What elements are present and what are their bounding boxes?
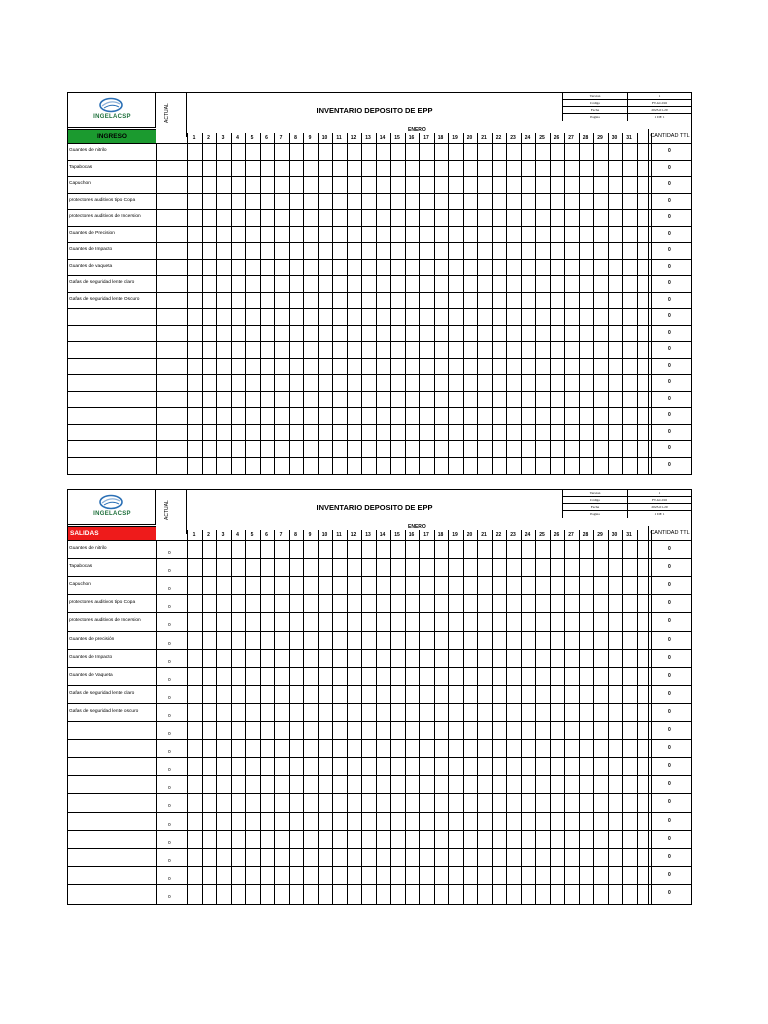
- grid-line: [593, 133, 594, 474]
- meta-key: Fecha: [563, 107, 628, 113]
- day-number: 9: [308, 135, 312, 141]
- grid-line: [579, 133, 580, 474]
- item-name: protectores auditivos de Incersion: [69, 214, 141, 219]
- grid-line: [347, 530, 348, 904]
- total-value: 0: [668, 817, 671, 824]
- day-number: 19: [452, 135, 458, 141]
- day-number: 20: [466, 532, 473, 538]
- item-name: Guantes de nitrilo: [69, 148, 107, 153]
- meta-value: 1: [658, 94, 661, 98]
- item-name: Guantes de Impacto: [69, 247, 113, 252]
- day-number: 20: [466, 135, 473, 141]
- day-number: 10: [321, 532, 328, 538]
- grid-line: [216, 133, 217, 474]
- actual-value: 0: [168, 659, 171, 665]
- total-value: 0: [668, 362, 671, 369]
- table-row: [68, 341, 691, 358]
- total-value: 0: [668, 346, 671, 352]
- day-number: 24: [524, 135, 531, 141]
- table-row: [68, 457, 691, 474]
- grid-line: [231, 133, 232, 474]
- actual-value: 0: [168, 876, 171, 882]
- item-name: Guantes de nitrilo: [69, 546, 107, 551]
- grid-line: [579, 530, 580, 904]
- logo-emblem-icon: [98, 494, 124, 510]
- total-value: 0: [668, 263, 671, 270]
- item-name: protectores auditivos tipo Copa: [69, 600, 136, 606]
- table-row: [68, 308, 691, 325]
- grid-line: [564, 530, 565, 904]
- item-name: protectores auditivos de Incersion: [69, 618, 141, 624]
- day-number: 6: [265, 532, 268, 538]
- grid-line: [419, 530, 420, 904]
- actual-value: 0: [168, 677, 171, 683]
- table-row: [68, 739, 691, 757]
- day-number: 28: [582, 135, 589, 141]
- grid-line: [637, 530, 638, 904]
- grid-line: [521, 133, 522, 474]
- grid-line: [156, 540, 157, 904]
- table-row: [68, 558, 691, 576]
- grid-line: [245, 133, 246, 474]
- grid-line: [274, 530, 275, 904]
- total-value: 0: [668, 461, 671, 468]
- grid-line: [318, 133, 319, 474]
- item-name: Guantes de Precision: [69, 230, 115, 236]
- total-value: 0: [668, 745, 671, 752]
- actual-value: 0: [168, 750, 171, 756]
- total-value: 0: [668, 853, 671, 860]
- grid-line: [651, 133, 652, 474]
- logo-text: INGELACSP: [93, 511, 131, 517]
- table-row: [68, 193, 691, 210]
- day-number: 16: [408, 532, 415, 538]
- grid-line: [390, 530, 391, 904]
- total-value: 0: [668, 445, 671, 451]
- table-row: [68, 848, 691, 866]
- day-number: 16: [408, 135, 415, 141]
- grid-line: [347, 133, 348, 474]
- grid-line: [289, 530, 290, 904]
- day-number: 15: [394, 532, 400, 538]
- table-row: [68, 424, 691, 441]
- grid-line: [390, 133, 391, 474]
- day-number: 2: [207, 135, 210, 141]
- meta-key: Código: [563, 100, 628, 106]
- month-label: ENERO: [408, 127, 426, 133]
- sheet-header: [68, 490, 691, 530]
- table-row: [68, 407, 691, 424]
- total-value: 0: [668, 280, 671, 286]
- grid-line: [216, 530, 217, 904]
- section-label-ingreso: INGRESO: [68, 129, 156, 143]
- grid-line: [448, 133, 449, 474]
- item-name: Guantes de Vaqueta: [69, 672, 113, 678]
- actual-value: 0: [168, 713, 171, 719]
- item-name: Gafas de seguridad lente oscuro: [69, 708, 139, 714]
- actual-value: 0: [168, 732, 171, 737]
- table-row: [68, 612, 691, 630]
- day-number: 3: [221, 135, 225, 141]
- actual-header: [156, 490, 187, 534]
- table-row: [68, 374, 691, 391]
- grid-line: [492, 530, 493, 904]
- table-row: [68, 160, 691, 177]
- day-number: 27: [568, 532, 574, 538]
- table-row: [68, 812, 691, 830]
- salidas-sheet: [67, 489, 692, 905]
- day-number: 7: [279, 532, 283, 538]
- day-number: 8: [294, 532, 297, 538]
- total-value: 0: [668, 636, 671, 643]
- meta-key: Fecha: [563, 504, 628, 510]
- grid-line: [506, 133, 507, 474]
- table-row: [68, 226, 691, 243]
- day-number: 29: [597, 532, 603, 538]
- grid-line: [405, 133, 406, 474]
- total-value: 0: [668, 428, 671, 435]
- table-row: [68, 391, 691, 408]
- actual-value: 0: [168, 822, 171, 828]
- grid-line: [405, 530, 406, 904]
- sheet-title: INVENTARIO DEPOSITO DE EPP: [316, 106, 433, 115]
- actual-label: ACTUAL: [164, 500, 170, 520]
- grid-line: [622, 530, 623, 904]
- grid-line: [535, 133, 536, 474]
- actual-value: 0: [168, 840, 171, 846]
- table-row: [68, 685, 691, 703]
- table-row: [68, 631, 691, 649]
- table-row: [68, 440, 691, 457]
- day-number: 22: [495, 532, 502, 538]
- day-number: 10: [321, 135, 328, 141]
- meta-value: 1 DE 1: [654, 115, 665, 119]
- table-row: [68, 866, 691, 884]
- day-number: 1: [192, 135, 196, 141]
- day-number: 17: [423, 135, 429, 141]
- day-number: 4: [236, 532, 239, 538]
- day-number: 11: [336, 135, 342, 141]
- grid-line: [608, 530, 609, 904]
- total-value: 0: [668, 197, 671, 204]
- table-row: [68, 358, 691, 375]
- actual-value: 0: [168, 894, 171, 900]
- grid-line: [564, 133, 565, 474]
- total-value: 0: [668, 871, 671, 878]
- grid-line: [477, 133, 478, 474]
- total-value: 0: [668, 618, 671, 625]
- day-number: 18: [437, 532, 444, 538]
- day-number: 12: [350, 532, 357, 538]
- grid-line: [593, 530, 594, 904]
- grid-line: [550, 133, 551, 474]
- grid-line: [318, 530, 319, 904]
- actual-value: 0: [168, 587, 171, 593]
- table-row: [68, 176, 691, 193]
- table-row: [68, 275, 691, 292]
- meta-key: Pagina: [563, 114, 628, 121]
- table-row: [68, 667, 691, 685]
- table-row: [68, 703, 691, 721]
- day-number: 25: [539, 532, 545, 538]
- table-row: [68, 721, 691, 739]
- grid-line: [477, 530, 478, 904]
- day-number: 19: [452, 532, 458, 538]
- day-number: 23: [510, 532, 516, 538]
- day-number: 29: [597, 135, 603, 141]
- table-row: [68, 594, 691, 612]
- day-number: 26: [553, 532, 560, 538]
- day-number: 3: [221, 532, 225, 538]
- meta-value: 2023-01-20: [651, 108, 668, 112]
- table-row: [68, 292, 691, 309]
- sheet-title: INVENTARIO DEPOSITO DE EPP: [316, 503, 433, 512]
- actual-value: 0: [168, 641, 171, 647]
- day-number: 24: [524, 532, 531, 538]
- item-name: Tapabocas: [69, 164, 93, 170]
- grid-line: [332, 530, 333, 904]
- total-value: 0: [668, 296, 671, 303]
- item-name: protectores auditivos tipo Copa: [69, 197, 136, 203]
- total-value: 0: [668, 546, 671, 552]
- meta-key: Pagina: [563, 511, 628, 518]
- table-row: [68, 576, 691, 594]
- grid-line: [535, 530, 536, 904]
- table-row: [68, 830, 691, 848]
- total-value: 0: [668, 654, 671, 661]
- table-row: [68, 242, 691, 259]
- day-number: 2: [207, 532, 210, 538]
- total-value: 0: [668, 379, 671, 385]
- actual-value: 0: [168, 605, 171, 611]
- grid-line: [622, 133, 623, 474]
- document-meta: [562, 490, 691, 518]
- grid-line: [303, 530, 304, 904]
- total-value: 0: [668, 395, 671, 402]
- actual-value: 0: [168, 551, 171, 556]
- total-value: 0: [668, 781, 671, 788]
- ingreso-sheet: [67, 92, 692, 475]
- table-row: [68, 143, 691, 160]
- day-number: 26: [553, 135, 560, 141]
- table-row: [68, 884, 691, 902]
- day-number: 11: [336, 532, 342, 538]
- actual-value: 0: [168, 786, 171, 792]
- table-row: [68, 757, 691, 775]
- grid-line: [648, 530, 649, 904]
- day-number: 14: [379, 532, 386, 538]
- day-number: 15: [394, 135, 400, 141]
- table-row: [68, 325, 691, 342]
- item-name: Guantes de vaqueta: [69, 263, 113, 269]
- day-number: 9: [308, 532, 312, 538]
- total-value: 0: [668, 412, 671, 418]
- grid-line: [419, 133, 420, 474]
- item-name: Capuchon: [69, 181, 91, 186]
- grid-line: [434, 530, 435, 904]
- actual-value: 0: [168, 623, 171, 629]
- grid-line: [332, 133, 333, 474]
- meta-value: FT-GI-016: [651, 101, 668, 105]
- day-number: 5: [250, 135, 254, 141]
- grid-line: [245, 530, 246, 904]
- meta-value: 1: [658, 491, 661, 495]
- day-number: 12: [350, 135, 357, 141]
- day-number: 14: [379, 135, 386, 141]
- table-row: [68, 775, 691, 793]
- total-header: CANTIDAD TTL: [648, 129, 691, 143]
- grid-line: [651, 530, 652, 904]
- meta-key: Código: [563, 497, 628, 503]
- day-number: 28: [582, 532, 589, 538]
- meta-value: FT-GI-016: [651, 498, 668, 502]
- sheet-header: [68, 93, 691, 133]
- actual-value: 0: [168, 804, 171, 810]
- grid-line: [521, 530, 522, 904]
- grid-line: [550, 530, 551, 904]
- total-value: 0: [668, 672, 671, 679]
- day-number: 13: [365, 532, 371, 538]
- grid-line: [492, 133, 493, 474]
- item-name: Gafas de seguridad lente claro: [69, 280, 135, 285]
- day-number: 6: [265, 135, 268, 141]
- day-number: 27: [568, 135, 574, 141]
- actual-value: 0: [168, 569, 171, 575]
- grid-line: [289, 133, 290, 474]
- day-number: 1: [192, 532, 196, 538]
- total-value: 0: [668, 835, 671, 842]
- grid-line: [361, 133, 362, 474]
- meta-value: 1 DE 1: [654, 512, 665, 516]
- day-number: 8: [294, 135, 297, 141]
- day-number: 17: [423, 532, 429, 538]
- document-meta: [562, 93, 691, 121]
- actual-value: 0: [168, 695, 171, 701]
- day-number: 30: [611, 532, 618, 538]
- total-value: 0: [668, 214, 671, 220]
- total-value: 0: [668, 582, 671, 589]
- grid-line: [361, 530, 362, 904]
- grid-line: [202, 530, 203, 904]
- table-row: [68, 649, 691, 667]
- item-name: Tapabocas: [69, 564, 93, 570]
- total-value: 0: [668, 564, 671, 571]
- day-number: 30: [611, 135, 618, 141]
- grid-line: [637, 133, 638, 474]
- total-value: 0: [668, 230, 671, 237]
- day-number: 4: [236, 135, 239, 141]
- month-label: ENERO: [408, 524, 426, 530]
- grid-line: [187, 530, 188, 904]
- grid-line: [648, 133, 649, 474]
- total-value: 0: [668, 313, 671, 319]
- actual-value: 0: [168, 768, 171, 774]
- actual-value: 0: [168, 858, 171, 864]
- day-number: 22: [495, 135, 502, 141]
- total-value: 0: [668, 763, 671, 770]
- logo-emblem-icon: [98, 97, 124, 113]
- grid-line: [260, 133, 261, 474]
- grid-line: [463, 530, 464, 904]
- day-number: 31: [626, 135, 632, 141]
- meta-key: Version: [563, 93, 628, 99]
- total-value: 0: [668, 690, 671, 697]
- table-row: [68, 540, 691, 558]
- meta-key: Version: [563, 490, 628, 496]
- grid-line: [202, 133, 203, 474]
- total-value: 0: [668, 799, 671, 806]
- grid-line: [506, 530, 507, 904]
- total-value: 0: [668, 708, 671, 715]
- grid-line: [448, 530, 449, 904]
- actual-header: [156, 93, 187, 137]
- total-value: 0: [668, 727, 671, 733]
- total-value: 0: [668, 148, 671, 154]
- item-name: Guantes de precisión: [69, 636, 115, 642]
- day-number: 13: [365, 135, 371, 141]
- table-row: [68, 793, 691, 811]
- day-number: 21: [481, 135, 487, 141]
- total-value: 0: [668, 181, 671, 187]
- item-name: Capuchon: [69, 582, 91, 588]
- logo: [68, 490, 156, 525]
- grid-line: [231, 530, 232, 904]
- day-number: 18: [437, 135, 444, 141]
- total-header: CANTIDAD TTL: [648, 526, 691, 540]
- section-label-salidas: SALIDAS: [68, 526, 156, 540]
- grid-line: [303, 133, 304, 474]
- day-number: 31: [626, 532, 632, 538]
- grid-line: [156, 143, 157, 474]
- grid-line: [608, 133, 609, 474]
- total-value: 0: [668, 600, 671, 607]
- grid-line: [260, 530, 261, 904]
- logo: [68, 93, 156, 128]
- grid-line: [376, 530, 377, 904]
- table-row: [68, 209, 691, 226]
- grid-line: [434, 133, 435, 474]
- grid-line: [274, 133, 275, 474]
- day-number: 7: [279, 135, 283, 141]
- total-value: 0: [668, 329, 671, 336]
- item-name: Gafas de seguridad lente claro: [69, 690, 135, 696]
- day-number: 25: [539, 135, 545, 141]
- actual-label: ACTUAL: [164, 103, 170, 123]
- day-number: 21: [481, 532, 487, 538]
- item-name: Gafas de seguridad lente Oscuro: [69, 296, 140, 302]
- meta-value: 2023-01-20: [651, 505, 668, 509]
- day-number: 5: [250, 532, 254, 538]
- total-value: 0: [668, 889, 671, 896]
- table-row: [68, 259, 691, 276]
- item-name: Guantes de Impacto: [69, 654, 113, 660]
- logo-text: INGELACSP: [93, 114, 131, 120]
- grid-line: [376, 133, 377, 474]
- grid-line: [463, 133, 464, 474]
- grid-line: [187, 133, 188, 474]
- total-value: 0: [668, 164, 671, 171]
- day-number: 23: [510, 135, 516, 141]
- total-value: 0: [668, 247, 671, 253]
